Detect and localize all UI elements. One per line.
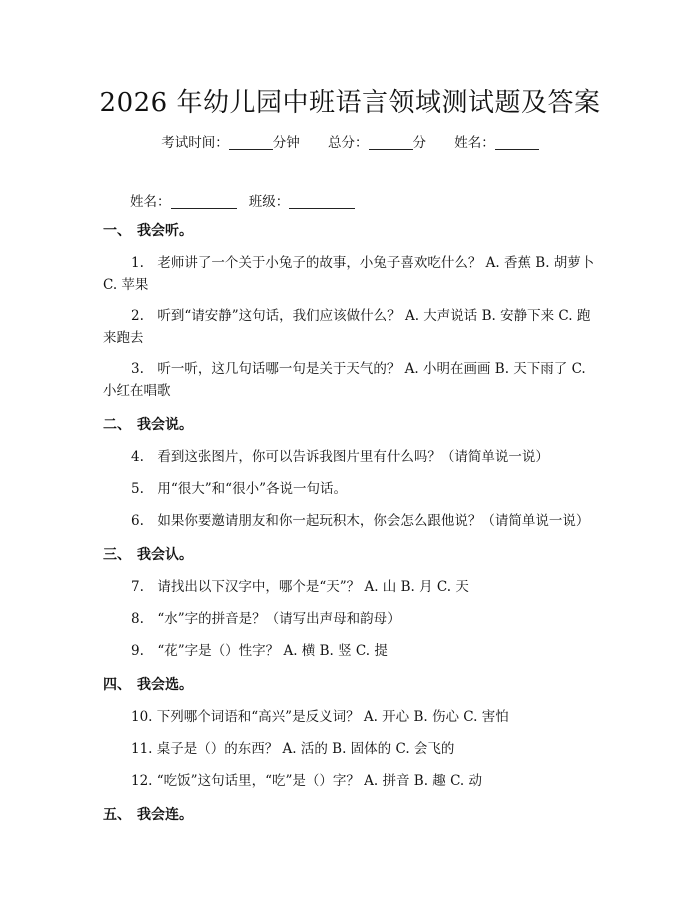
student-name-label: 姓名：	[130, 194, 171, 210]
exam-time-unit: 分钟	[272, 135, 300, 151]
section-title: 我会连。	[137, 807, 193, 823]
section-number: 五、	[103, 807, 131, 823]
question-item: 1. 老师讲了一个关于小兔子的故事，小兔子喜欢吃什么？ A. 香蕉 B. 胡萝卜 C. 苹果	[103, 255, 595, 293]
student-name-blank	[171, 194, 237, 209]
examinee-name-label: 姓名：	[454, 135, 495, 151]
student-class	[249, 194, 356, 210]
section-number: 三、	[103, 547, 131, 563]
question-item: 5. 用“很大”和“很小”各说一句话。	[131, 481, 347, 497]
student-name	[130, 194, 241, 210]
total-score	[328, 135, 430, 151]
section-title: 我会说。	[137, 417, 193, 433]
question-item: 6. 如果你要邀请朋友和你一起玩积木，你会怎么跟他说？（请简单说一说）	[131, 513, 590, 529]
question-item: 7. 请找出以下汉字中，哪个是“天”？ A. 山 B. 月 C. 天	[131, 579, 469, 595]
section-title: 我会选。	[137, 677, 193, 693]
exam-meta	[0, 131, 700, 151]
exam-time-label: 考试时间：	[161, 135, 229, 151]
question-item: 11. 桌子是（）的东西？ A. 活的 B. 固体的 C. 会飞的	[131, 741, 455, 757]
section-heading	[103, 544, 603, 564]
question-item: 9. “花”字是（）性字？ A. 横 B. 竖 C. 提	[131, 643, 388, 659]
section-heading	[103, 674, 603, 694]
total-score-blank	[369, 135, 413, 150]
section-heading	[103, 804, 603, 824]
section-number: 一、	[103, 223, 131, 239]
questions-body	[103, 220, 603, 824]
question-item: 3. 听一听，这几句话哪一句是关于天气的？ A. 小明在画画 B. 天下雨了 C. 小红在唱歌	[103, 361, 586, 399]
section-title: 我会听。	[137, 223, 193, 239]
exam-time-blank	[229, 135, 273, 150]
examinee-name-blank	[495, 135, 539, 150]
total-score-unit: 分	[412, 135, 426, 151]
question-item: 2. 听到“请安静”这句话，我们应该做什么？ A. 大声说话 B. 安静下来 C. 跑来跑去	[103, 308, 591, 346]
page-title: 2026 年幼儿园中班语言领域测试题及答案	[99, 88, 601, 118]
section-number: 二、	[103, 417, 131, 433]
section-heading	[103, 220, 603, 240]
question-item: 10. 下列哪个词语和“高兴”是反义词？ A. 开心 B. 伤心 C. 害怕	[131, 709, 509, 725]
question-item: 12. “吃饭”这句话里，“吃”是（）字？ A. 拼音 B. 趣 C. 动	[131, 773, 483, 789]
section-title: 我会认。	[137, 547, 193, 563]
examinee-name	[454, 135, 539, 151]
section-number: 四、	[103, 677, 131, 693]
student-info	[130, 190, 363, 210]
section-heading	[103, 414, 603, 434]
student-class-label: 班级：	[248, 194, 290, 210]
student-class-blank	[289, 194, 355, 209]
total-score-label: 总分：	[328, 135, 369, 151]
exam-time	[161, 135, 304, 151]
question-item: 8. “水”字的拼音是？（请写出声母和韵母）	[131, 611, 401, 627]
question-item: 4. 看到这张图片，你可以告诉我图片里有什么吗？（请简单说一说）	[131, 449, 549, 465]
